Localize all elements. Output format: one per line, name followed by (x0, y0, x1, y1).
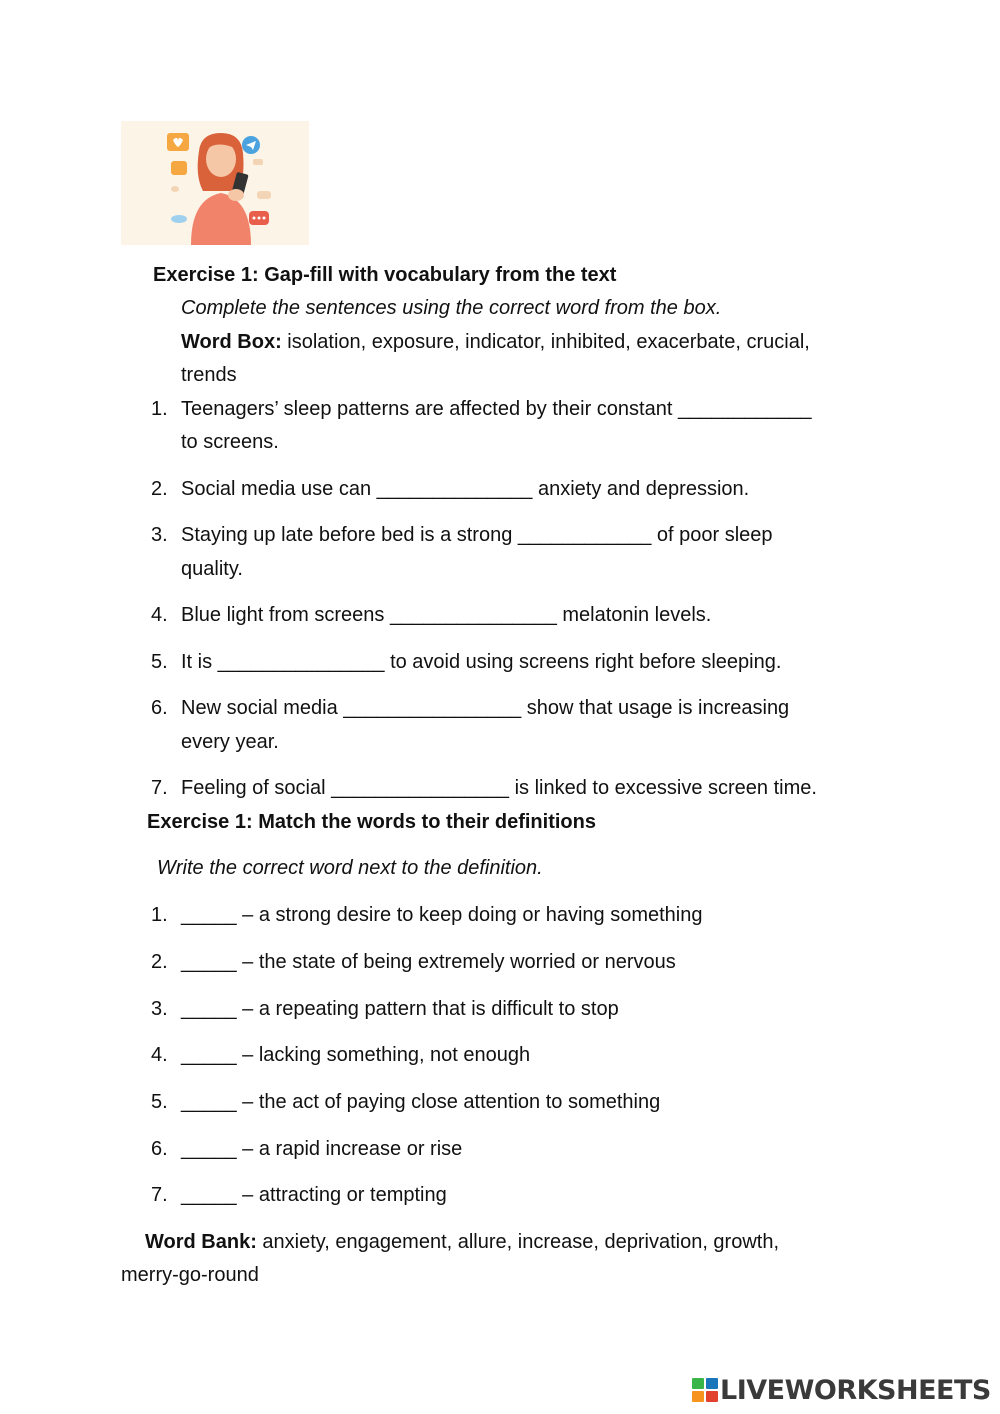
item-number: 1. (151, 904, 168, 926)
item-number: 2. (151, 478, 168, 500)
liveworksheets-logo[interactable] (692, 1376, 991, 1404)
item-text: _____ – lacking something, not enough (181, 1044, 531, 1066)
word-box (181, 331, 810, 354)
item-text-cont: to screens. (181, 431, 279, 453)
exercise1-title: Exercise 1: Gap-fill with vocabulary from the text (153, 264, 617, 286)
item-text: Teenagers’ sleep patterns are affected by their constant ____________ (181, 398, 812, 420)
item-text: _____ – a repeating pattern that is difficult to stop (181, 998, 619, 1020)
item-text: Feeling of social ________________ is linked to excessive screen time. (181, 777, 817, 799)
word-bank-words-cont: merry-go-round (121, 1264, 259, 1286)
item-text-cont: quality. (181, 558, 243, 580)
item-text: It is _______________ to avoid using screens right before sleeping. (181, 651, 782, 673)
word-bank-label: Word Bank: (145, 1231, 257, 1253)
word-bank (145, 1231, 779, 1254)
item-text-cont: every year. (181, 731, 279, 753)
logo-text: LIVEWORKSHEETS (720, 1374, 991, 1406)
item-number: 6. (151, 1138, 168, 1160)
exercise2-instruction: Write the correct word next to the definition. (157, 857, 543, 879)
woman-phone-icon (121, 121, 309, 245)
item-number: 3. (151, 524, 168, 546)
word-bank-words: anxiety, engagement, allure, increase, deprivation, growth, (262, 1231, 780, 1253)
item-text: Staying up late before bed is a strong ____________ of poor sleep (181, 524, 773, 546)
exercise1-instruction: Complete the sentences using the correct word from the box. (181, 297, 722, 319)
item-number: 4. (151, 604, 168, 626)
item-text: Blue light from screens _______________ melatonin levels. (181, 604, 712, 626)
item-number: 7. (151, 1184, 168, 1206)
item-text: _____ – the state of being extremely worried or nervous (181, 951, 676, 973)
item-number: 2. (151, 951, 168, 973)
item-number: 5. (151, 1091, 168, 1113)
item-number: 1. (151, 398, 168, 420)
item-number: 4. (151, 1044, 168, 1066)
item-text: _____ – the act of paying close attention to something (181, 1091, 661, 1113)
word-box-words: isolation, exposure, indicator, inhibited, exacerbate, crucial, (287, 331, 810, 353)
item-text: _____ – a strong desire to keep doing or having something (181, 904, 703, 926)
exercise2-title: Exercise 1: Match the words to their definitions (147, 811, 596, 833)
item-text: _____ – attracting or tempting (181, 1184, 447, 1206)
item-number: 5. (151, 651, 168, 673)
item-text: _____ – a rapid increase or rise (181, 1138, 463, 1160)
word-box-label: Word Box: (181, 331, 282, 353)
item-number: 3. (151, 998, 168, 1020)
liveworksheets-mark-icon (692, 1377, 718, 1403)
item-number: 6. (151, 697, 168, 719)
illustration-woman-phone (121, 121, 309, 245)
item-number: 7. (151, 777, 168, 799)
word-box-words-cont: trends (181, 364, 237, 386)
item-text: Social media use can ______________ anxiety and depression. (181, 478, 750, 500)
item-text: New social media ________________ show that usage is increasing (181, 697, 790, 719)
